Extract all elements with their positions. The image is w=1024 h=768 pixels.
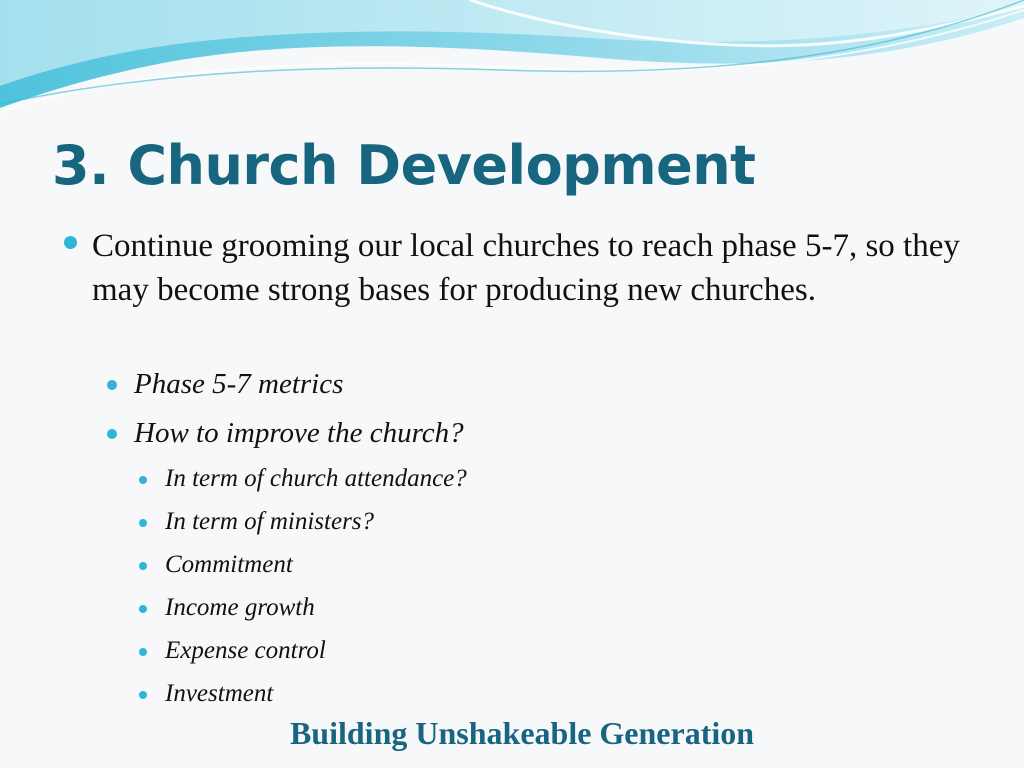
- sub-bullet-dot: [107, 380, 117, 390]
- sub-sub-bullet-dot: [139, 691, 147, 699]
- sub-bullet-improve-church: How to improve the church?: [134, 417, 464, 449]
- header-wave-decoration: [0, 0, 1024, 120]
- sub-sub-bullet-dot: [139, 562, 147, 570]
- sub-sub-bullet-item: Expense control: [165, 637, 326, 664]
- sub-sub-bullet-item: In term of ministers?: [165, 508, 375, 535]
- bullet-dot: [64, 236, 77, 249]
- sub-sub-bullet-dot: [139, 605, 147, 613]
- slide-title: 3. Church Development: [52, 134, 756, 197]
- sub-sub-bullet-dot: [139, 476, 147, 484]
- slide-footer: Building Unshakeable Generation: [289, 715, 755, 751]
- sub-bullet-phase-metrics: Phase 5-7 metrics: [134, 368, 344, 400]
- sub-sub-bullet-dot: [139, 648, 147, 656]
- sub-bullet-dot: [107, 429, 117, 439]
- sub-sub-bullet-item: In term of church attendance?: [165, 465, 467, 492]
- sub-sub-bullet-item: Investment: [165, 680, 274, 707]
- sub-sub-bullet-item: Income growth: [165, 594, 315, 621]
- sub-sub-bullet-dot: [139, 519, 147, 527]
- main-bullet-text: Continue grooming our local churches to reach phase 5-7, so they may become strong bases for producing new churches.: [92, 228, 960, 308]
- sub-sub-bullet-item: Commitment: [165, 551, 293, 578]
